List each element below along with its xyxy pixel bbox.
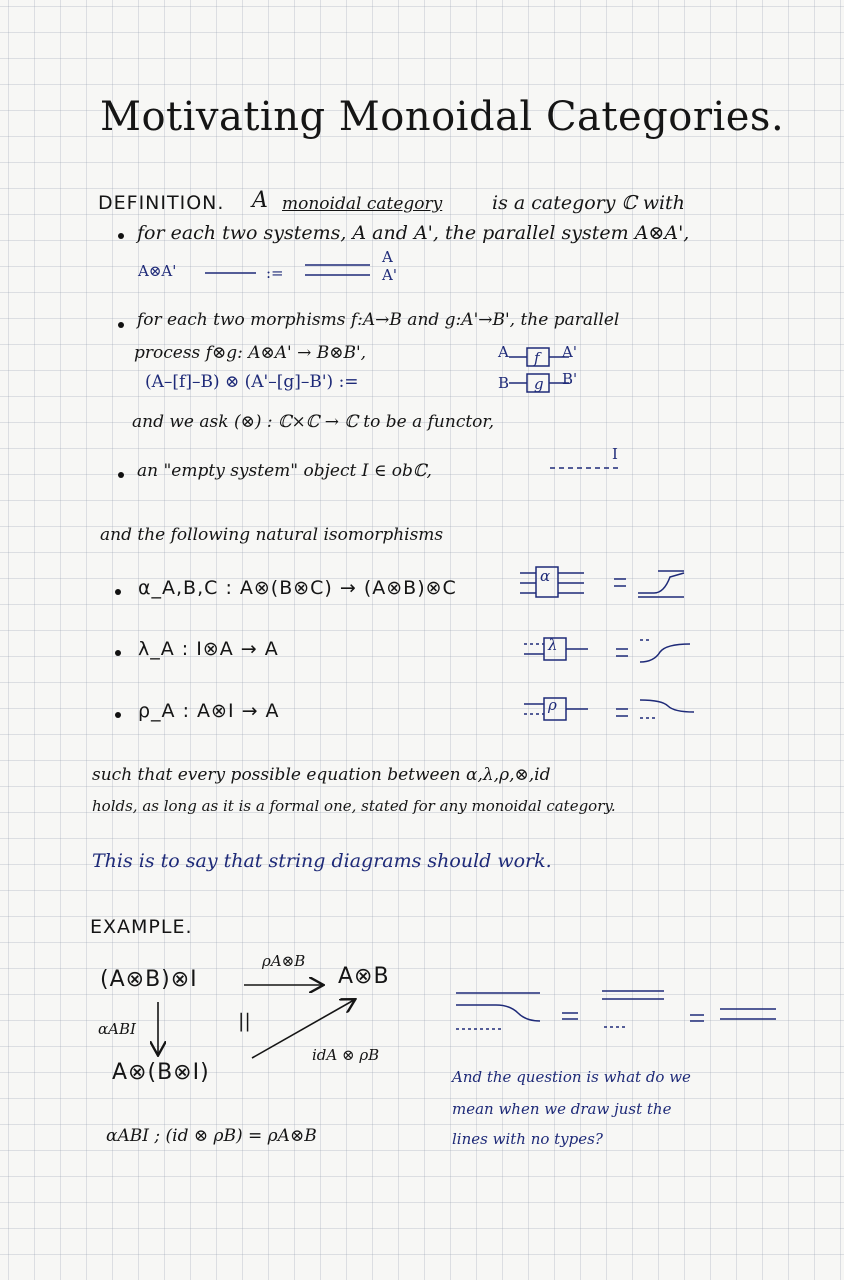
example-top-right: A⊗B [338,964,390,989]
box-g-label: g [534,375,544,393]
wire-label-a: A [382,248,393,266]
bullet-empty-system: an "empty system" object I ∈ obℂ, [137,461,432,481]
commute-mark: || [238,1010,251,1032]
question-line-2: mean when we draw just the [452,1100,672,1118]
label-a: A [498,343,509,361]
alpha-box-label: α [540,567,551,585]
parallel-process-text: process f⊗g: A⊗A' → B⊗B', [134,343,367,363]
right-unitor-text: ρ_A : A⊗I → A [138,700,280,722]
question-line-1: And the question is what do we [452,1068,691,1086]
left-unitor-text: λ_A : I⊗A → A [138,638,279,660]
coherence-line-1: such that every possible equation between α,λ,ρ,⊗,id [92,765,551,785]
page-title: Motivating Monoidal Categories. [100,94,785,140]
definition-heading: DEFINITION. [98,192,225,214]
label-a-prime: A' [562,343,577,361]
parallel-system-label: A⊗A' [138,262,177,280]
bullet-systems: for each two systems, A and A', the parallel system A⊗A', [137,222,690,244]
tensor-morphism-diagram-text: (A–[f]–B) ⊗ (A'–[g]–B') := [145,372,359,392]
bullet-morphisms: for each two morphisms f:A→B and g:A'→B', the parallel [137,310,620,330]
label-b: B [498,374,510,392]
question-line-3: lines with no types? [452,1130,603,1148]
string-diagram-note: This is to say that string diagrams should work. [92,850,552,872]
functor-condition: and we ask (⊗) : ℂ×ℂ → ℂ to be a functor, [132,412,495,432]
coherence-line-2: holds, as long as it is a formal one, stated for any monoidal category. [92,797,616,815]
lambda-box-label: λ [548,636,558,654]
definition-intro-suffix: is a category ℂ with [492,192,685,214]
example-string-diagram [452,985,792,1035]
definition-term: monoidal category [282,194,443,214]
example-diagonal-arrow-label: idA ⊗ ρB [312,1046,380,1064]
rho-box-label: ρ [548,696,557,714]
unit-label: I [612,445,618,463]
example-heading: EXAMPLE. [90,916,193,938]
example-top-arrow-label: ρA⊗B [262,952,306,970]
label-b-prime: B' [562,370,578,388]
define-symbol: := [266,264,284,282]
definition-intro-prefix: A [252,188,268,213]
box-f-label: f [534,349,540,367]
wire-label-a-prime: A' [382,266,397,284]
iso-intro: and the following natural isomorphisms [100,525,444,545]
example-equation: αABI ; (id ⊗ ρB) = ρA⊗B [106,1126,317,1146]
associator-text: α_A,B,C : A⊗(B⊗C) → (A⊗B)⊗C [138,577,457,599]
example-top-left: (A⊗B)⊗I [100,967,198,992]
example-left-arrow-label: αABI [98,1020,136,1038]
example-bottom-left: A⊗(B⊗I) [112,1060,210,1085]
